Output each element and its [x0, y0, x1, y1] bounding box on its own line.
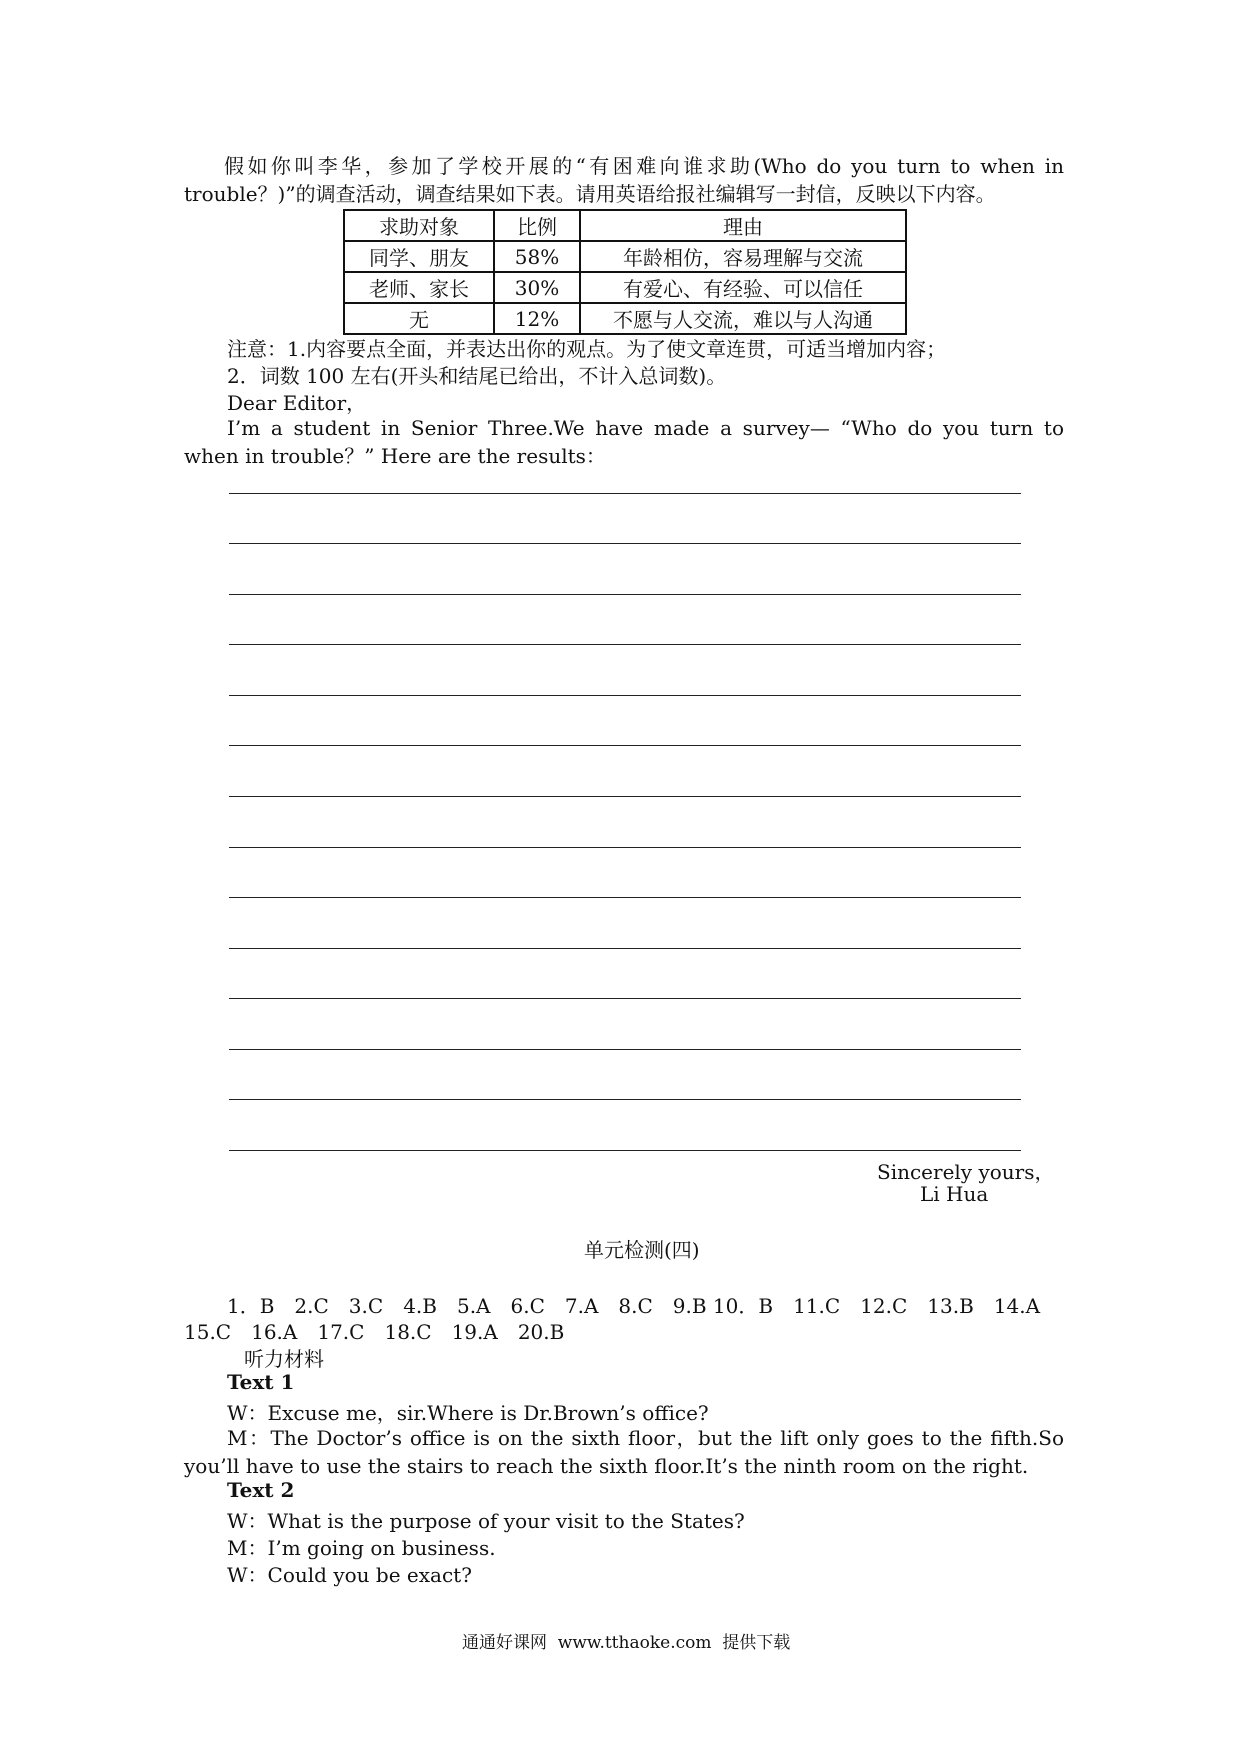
writing-line [229, 493, 1021, 494]
cell-ratio: 58% [494, 241, 580, 272]
page-footer: 通通好课网 www.tthaoke.com 提供下载 [462, 1633, 791, 1653]
cell-target: 无 [344, 303, 494, 334]
writing-line [229, 594, 1021, 595]
cell-target: 老师、家长 [344, 272, 494, 303]
header-target: 求助对象 [344, 210, 494, 241]
table-row [344, 241, 906, 272]
note-1: 注意：1.内容要点全面，并表达出你的观点。为了使文章连贯，可适当增加内容； [227, 337, 947, 361]
letter-opening: I’m a student in Senior Three.We have made a survey— “Who do you turn to when in trouble？” Here are the results： [184, 416, 1064, 468]
writing-line [229, 796, 1021, 797]
table-row [344, 272, 906, 303]
letter-greeting: Dear Editor， [227, 391, 367, 415]
writing-line [229, 1049, 1021, 1050]
answer-key-line-2: 15.C 16.A 17.C 18.C 19.A 20.B [184, 1320, 565, 1344]
text2-label: Text 2 [227, 1478, 295, 1502]
writing-line [229, 998, 1021, 999]
writing-line [229, 695, 1021, 696]
letter-closing: Sincerely yours， [877, 1160, 1055, 1184]
writing-line [229, 847, 1021, 848]
cell-reason: 有爱心、有经验、可以信任 [580, 272, 906, 303]
text2-w2-line: W：Could you be exact? [227, 1563, 472, 1587]
letter-signature: Li Hua [920, 1182, 989, 1206]
header-reason: 理由 [580, 210, 906, 241]
writing-line [229, 948, 1021, 949]
cell-reason: 年龄相仿，容易理解与交流 [580, 241, 906, 272]
text2-m1-line: M：I’m going on business. [227, 1536, 496, 1560]
cell-target: 同学、朋友 [344, 241, 494, 272]
writing-line [229, 1099, 1021, 1100]
text1-m-line: M：The Doctor’s office is on the sixth floor，but the lift only goes to the fifth.So you’ll have to use the stairs to reach the sixth floor.It’s the ninth room on the right. [184, 1426, 1064, 1478]
text1-w-line: W：Excuse me，sir.Where is Dr.Brown’s office? [227, 1401, 709, 1425]
section-title: 单元检测(四) [584, 1238, 700, 1262]
text2-w1-line: W：What is the purpose of your visit to the States? [227, 1509, 745, 1533]
survey-table [343, 209, 907, 335]
header-ratio: 比例 [494, 210, 580, 241]
writing-line [229, 543, 1021, 544]
note-2: 2．词数 100 左右(开头和结尾已给出，不计入总词数)。 [227, 364, 727, 388]
listening-heading: 听力材料 [244, 1347, 324, 1371]
table-header-row [344, 210, 906, 241]
writing-line [229, 1150, 1021, 1151]
writing-line [229, 897, 1021, 898]
writing-line [229, 745, 1021, 746]
cell-ratio: 12% [494, 303, 580, 334]
table-row [344, 303, 906, 334]
cell-reason: 不愿与人交流，难以与人沟通 [580, 303, 906, 334]
text1-label: Text 1 [227, 1370, 295, 1394]
task-intro: 假如你叫李华，参加了学校开展的“有困难向谁求助(Who do you turn to when in trouble？)”的调查活动，调查结果如下表。请用英语给报社编辑写一封信，反映以下内容。 [184, 154, 1064, 206]
writing-line [229, 644, 1021, 645]
cell-ratio: 30% [494, 272, 580, 303]
answer-key-line-1: 1．B 2.C 3.C 4.B 5.A 6.C 7.A 8.C 9.B 10．B 11.C 12.C 13.B 14.A [227, 1294, 1041, 1318]
